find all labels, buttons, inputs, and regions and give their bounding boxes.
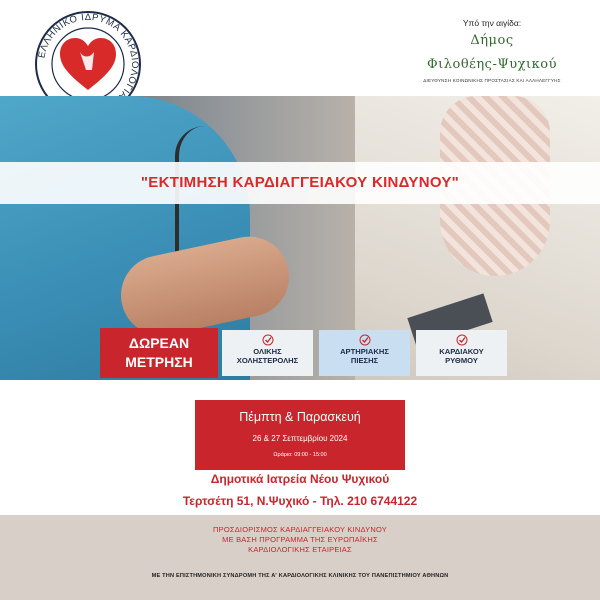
municipality-name-1: Δήμος [470,33,514,48]
schedule-box [195,400,405,470]
venue-name: Δημοτικά Ιατρεία Νέου Ψυχικού [210,472,390,486]
card-label-2: ΧΟΛΗΣΤΕΡΟΛΗΣ [236,356,299,365]
scientific-support: ΜΕ ΤΗΝ ΕΠΙΣΤΗΜΟΝΙΚΗ ΣΥΝΔΡΟΜΗ ΤΗΣ Α' ΚΑΡΔΙΟΛΟΓΙΚΗΣ ΚΛΙΝΙΚΗΣ ΤΟΥ ΠΑΝΕΠΙΣΤΗΜΙΟΥ ΑΘΗΝΩΝ [151,573,449,579]
program-line-2: ΜΕ ΒΑΣΗ ΠΡΟΓΡΑΜΜΑ ΤΗΣ ΕΥΡΩΠΑΪΚΗΣ [222,535,378,544]
program-line-3: ΚΑΡΔΙΟΛΟΓΙΚΗΣ ΕΤΑΙΡΕΙΑΣ [248,545,352,554]
card-blood-pressure [319,330,410,376]
free-label-2: ΜΕΤΡΗΣΗ [125,354,193,370]
check-icon [456,334,468,346]
card-label-1: ΟΛΙΚΗΣ [253,347,282,356]
logo-ring-text: ΕΛΛΗΝΙΚΟ ΙΔΡΥΜΑ ΚΑΡΔΙΟΛΟΓΙ [36,11,141,96]
card-label-2: ΡΥΘΜΟΥ [445,356,478,365]
free-measurement-box [100,328,218,378]
card-label-2: ΠΙΕΣΗΣ [350,356,379,365]
card-cholesterol [222,330,313,376]
main-title: "ΕΚΤΙΜΗΣΗ ΚΑΡΔΙΑΓΓΕΙΑΚΟΥ ΚΙΝΔΥΝΟΥ" [140,174,460,191]
check-icon [262,334,274,346]
card-label-1: ΑΡΤΗΡΙΑΚΗΣ [340,347,389,356]
card-label-1: ΚΑΡΔΙΑΚΟΥ [439,347,484,356]
sponsor-block [402,18,582,83]
department-name: ΔΙΕΥΘΥΝΣΗ ΚΟΙΝΩΝΙΚΗΣ ΠΡΟΣΤΑΣΙΑΣ ΚΑΙ ΑΛΛΗΛΕΓΓΥΗΣ [423,78,561,83]
program-line-1: ΠΡΟΣΔΙΟΡΙΣΜΟΣ ΚΑΡΔΙΑΓΓΕΙΑΚΟΥ ΚΙΝΔΥΝΟΥ [213,525,387,534]
check-icon [359,334,371,346]
municipality-name-2: Φιλοθέης-Ψυχικού [427,57,557,72]
free-label-1: ΔΩΡΕΑΝ [128,335,190,351]
program-text [0,525,600,555]
schedule-dates: 26 & 27 Σεπτεμβρίου 2024 [252,434,348,443]
card-heart-rhythm [416,330,507,376]
schedule-days: Πέμπτη & Παρασκευή [239,410,361,424]
sponsor-label: Υπό την αιγίδα: [462,18,522,28]
venue-address: Τερτσέτη 51, Ν.Ψυχικό - Τηλ. 210 6744122 [182,494,418,508]
footer [0,515,600,600]
schedule-hours: Ωράριο: 09:00 - 15:00 [273,452,327,458]
